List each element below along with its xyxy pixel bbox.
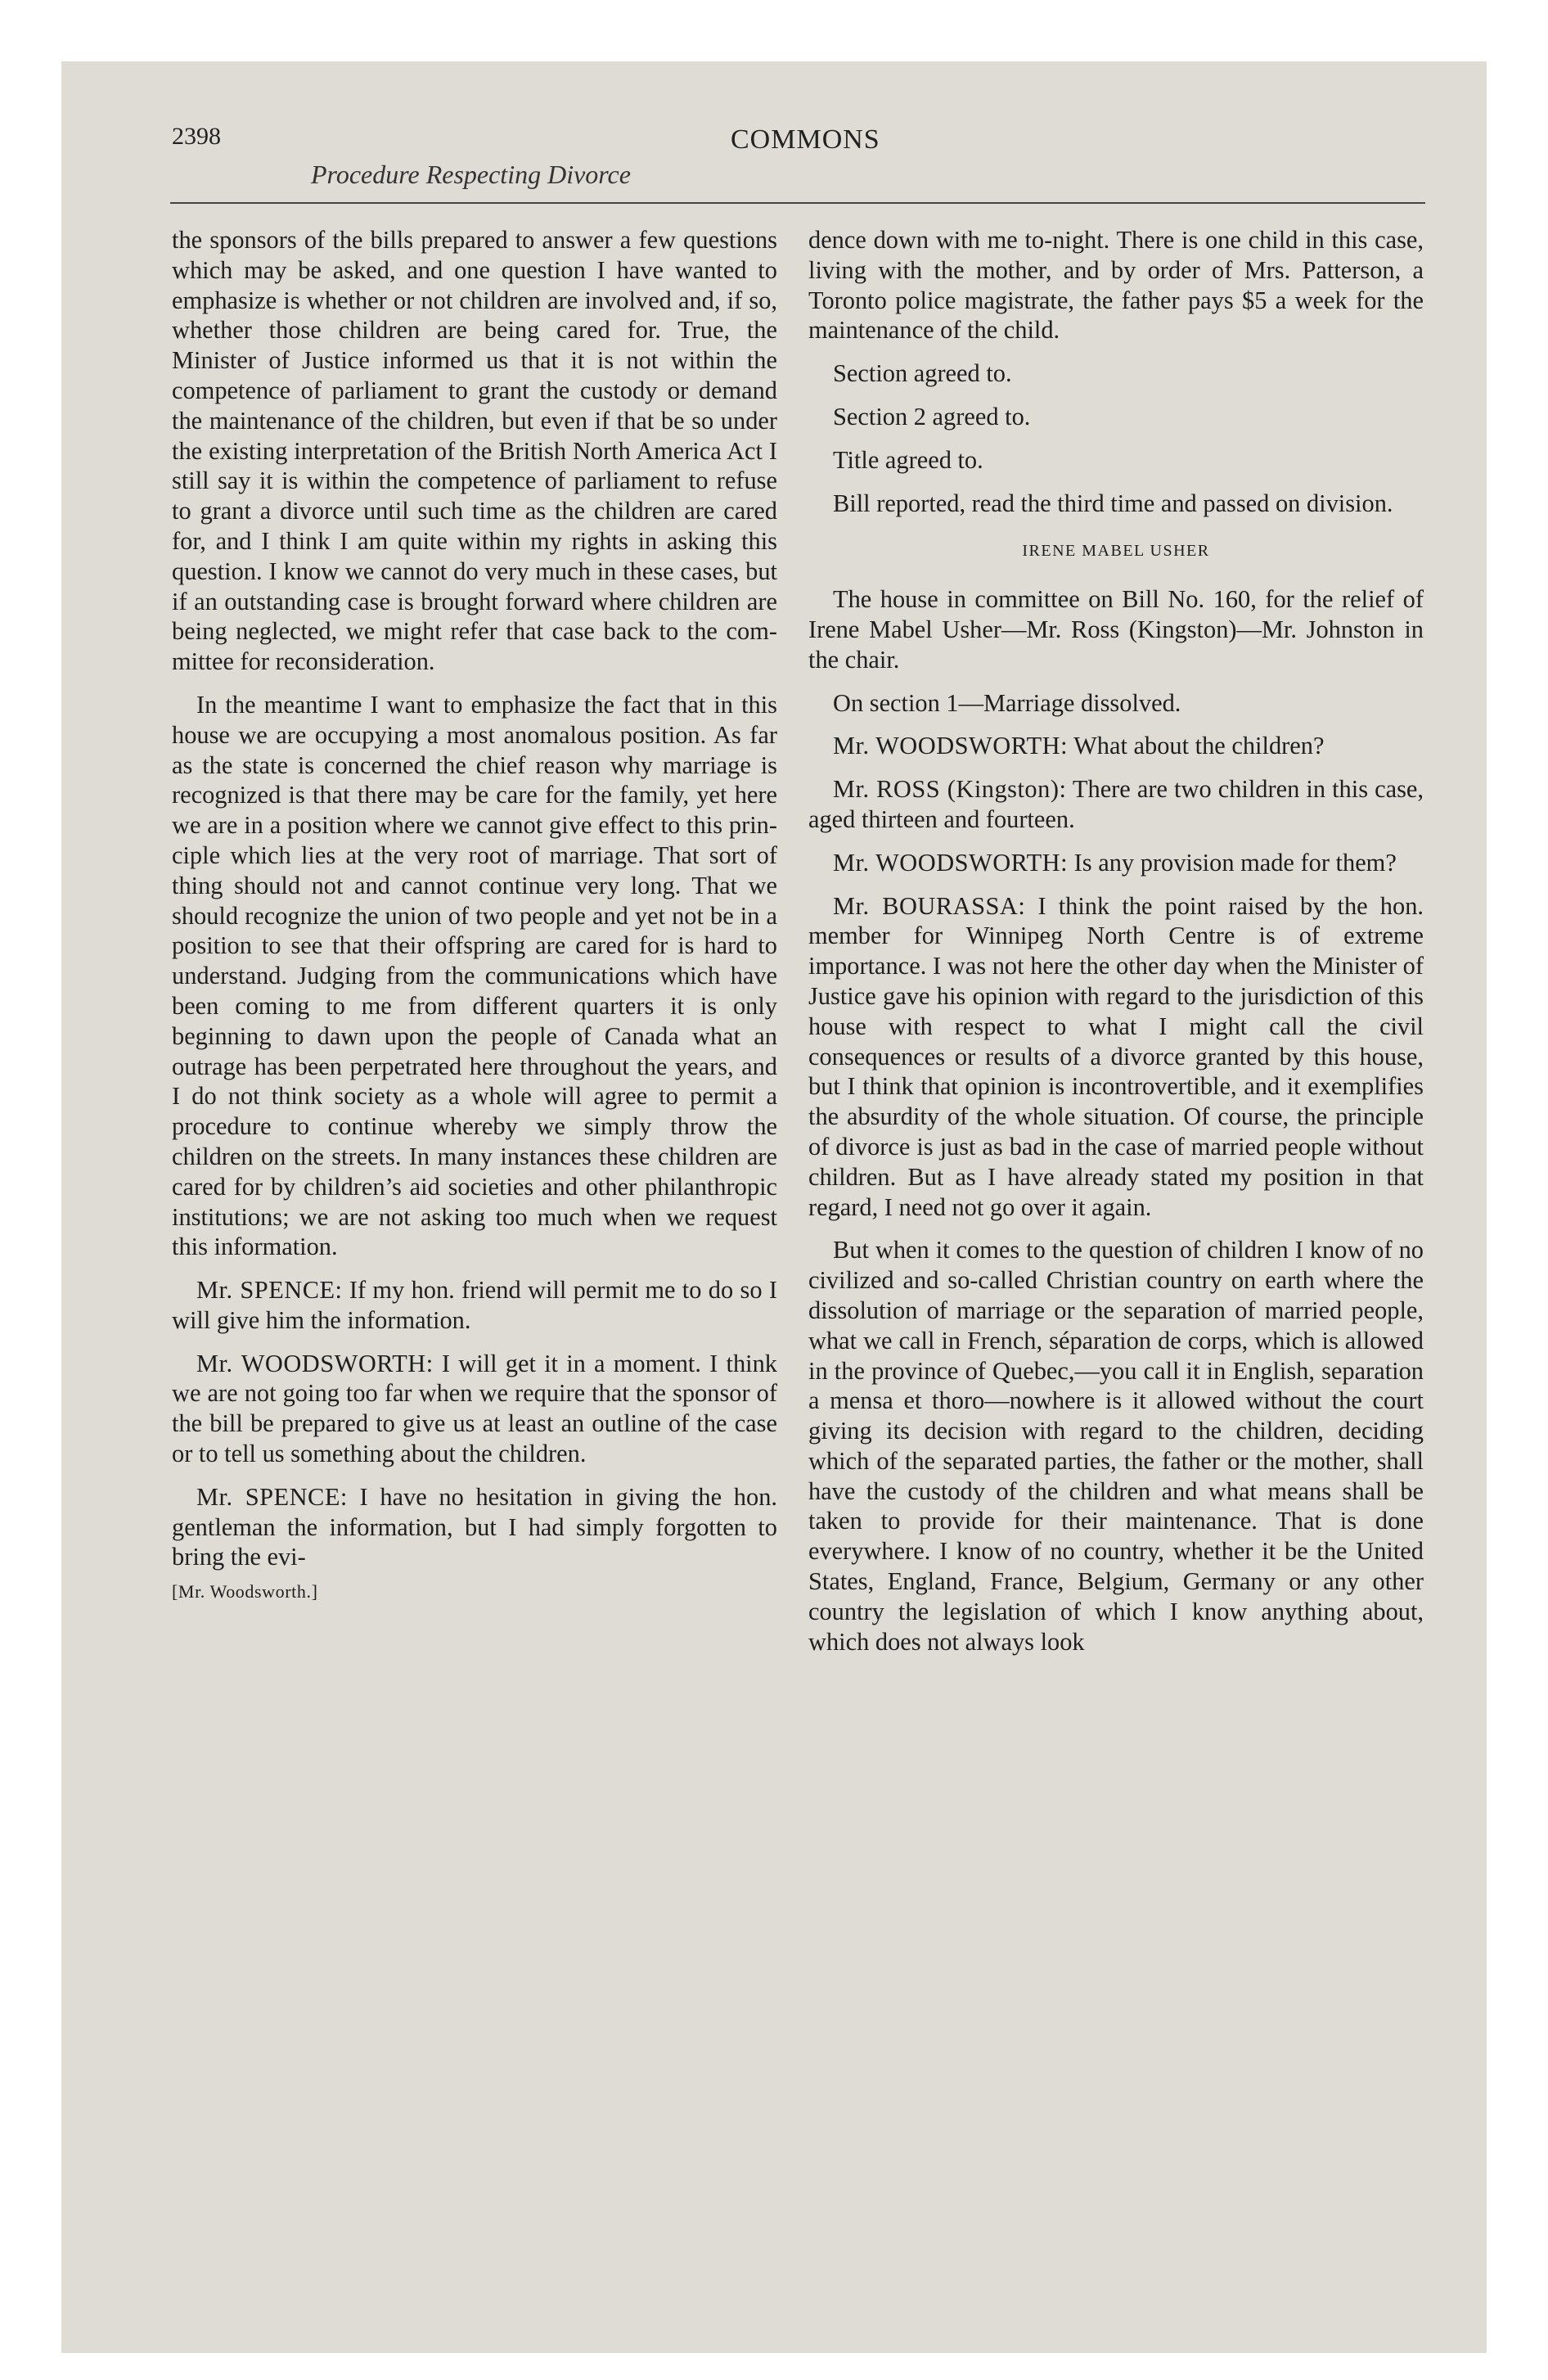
left-column bbox=[172, 225, 777, 1607]
page-header-subtitle: Procedure Respecting Divorce bbox=[311, 160, 631, 189]
speech-text: I have no hesitation in giving the hon. gentleman the information, but I had simply forgotten to bring the evi- bbox=[172, 1482, 777, 1571]
paragraph: The house in committee on Bill No. 160, for the relief of Irene Mabel Usher—Mr. Ross (Kingston)—Mr. Johnston in the chair. bbox=[808, 585, 1424, 674]
speech-text: If my hon. friend will permit me to do so I will give him the information. bbox=[172, 1276, 777, 1334]
right-column bbox=[808, 225, 1424, 1670]
speaker-name: Mr. BOURASSA: bbox=[833, 891, 1026, 920]
paragraph bbox=[808, 848, 1424, 878]
paragraph: Title agreed to. bbox=[833, 445, 983, 474]
paragraph bbox=[808, 731, 1424, 761]
paragraph: But when it comes to the question of children I know of no civilized and so-called Christian country on earth where the dissolution of marriage or the separation of married people, what we call in French, séparation de corps, which is allowed in the province of Quebec,—you call it in English, separation a mensa et thoro—nowhere is it allowed without the court giving its decision with regard to the children, deciding which of the separated parties, the father or the mother, shall have the custody of the children and what means shall be taken to provide for their maintenance. That is done everywhere. I know of no country, whether it be the United States, England, France, Belgium, Germany or any other country the legislation of which I know anything about, which does not always look bbox=[808, 1236, 1424, 1656]
section-heading: IRENE MABEL USHER bbox=[1022, 542, 1210, 561]
speech-text: I will get it in a moment. I think we are not going too far when we require that the sponsor of the bill be prepared to give us at least an outline of the case or to tell us something about the children. bbox=[172, 1349, 777, 1468]
speech-text: What about the children? bbox=[1068, 732, 1325, 760]
paragraph bbox=[808, 891, 1424, 1223]
speaker-name: Mr. SPENCE: bbox=[196, 1276, 343, 1305]
header-rule bbox=[170, 202, 1425, 204]
paragraph bbox=[808, 774, 1424, 835]
speech-text: There are two children in this case, aged thirteen and fourteen. bbox=[808, 775, 1424, 833]
paragraph: In the meantime I want to emphasize the fact that in this house we are occupying a most anomalous position. As far as the state is concerned the chief reason why marriage is recognized is that there may be care for the family, yet here we are in a position where we cannot give effect to this principle which lies at the very root of marriage. That sort of thing should not and cannot continue very long. That we should recognize the union of two people and yet not be in a position to see that their offspring are cared for is hard to understand. Judging from the communications which have been coming to me from different quarters it is only beginning to dawn upon the people of Canada what an outrage has been perpetrated here throughout the years, and I do not think society as a whole will agree to permit a procedure to continue whereby we simply throw the children on the streets. In many instances these children are cared for by children’s aid societies and other philanthropic institutions; we are not asking too much when we request this information. bbox=[172, 690, 777, 1261]
speech-text: I think the point raised by the hon. member for Winnipeg North Centre is of extreme importance. I was not here the other day when the Minister of Justice gave his opinion with regard to the jurisdiction of this house with respect to what I might call the civil consequences or results of a divorce granted by this house, but I think that opinion is incontrovertible, and it exemplifies the absurdity of the whole situation. Of course, the principle of divorce is just as bad in the case of married people without children. But as I have already stated my position in that regard, I need not go over it again. bbox=[808, 891, 1424, 1221]
paragraph bbox=[172, 1482, 777, 1572]
paragraph: On section 1—Marriage dissolved. bbox=[833, 688, 1181, 717]
paragraph bbox=[172, 1275, 777, 1336]
page-number: 2398 bbox=[172, 123, 221, 150]
speaker-name: Mr. WOODSWORTH: bbox=[196, 1349, 434, 1377]
footnote: [Mr. Woodsworth.] bbox=[172, 1581, 318, 1602]
paragraph: the sponsors of the bills prepared to answer a few questions which may be asked, and one question I have wanted to emphasize is whether or not children are involved and, if so, whether those children are being cared for. True, the Minister of Justice informed us that it is not within the competence of parliament to grant the custody or demand the maintenance of the children, but even if that be so under the existing interpretation of the British North America Act I still say it is within the competence of parliament to refuse to grant a divorce until such time as the children are cared for, and I think I am quite within my rights in asking this question. I know we cannot do very much in these cases, but if an outstanding case is brought forward where children are being neglected, we might refer that case back to the committee for reconsideration. bbox=[172, 226, 777, 676]
speaker-name: Mr. WOODSWORTH: bbox=[833, 848, 1069, 877]
paragraph bbox=[172, 1349, 777, 1469]
paragraph: Bill reported, read the third time and passed on division. bbox=[833, 489, 1393, 517]
paragraph: dence down with me to-night. There is one child in this case, living with the mother, and by order of Mrs. Patterson, a Toronto police magistrate, the father pays $5 a week for the maintenance of the child. bbox=[808, 226, 1424, 345]
paragraph: Section 2 agreed to. bbox=[833, 402, 1031, 430]
speaker-name: Mr. SPENCE: bbox=[196, 1482, 348, 1511]
speech-text: Is any provision made for them? bbox=[1068, 848, 1397, 877]
page-header-title: COMMONS bbox=[731, 124, 880, 155]
speaker-name: Mr. WOODSWORTH: bbox=[833, 732, 1069, 760]
speaker-name: Mr. ROSS (Kingston): bbox=[833, 775, 1067, 804]
paragraph: Section agreed to. bbox=[833, 359, 1012, 388]
